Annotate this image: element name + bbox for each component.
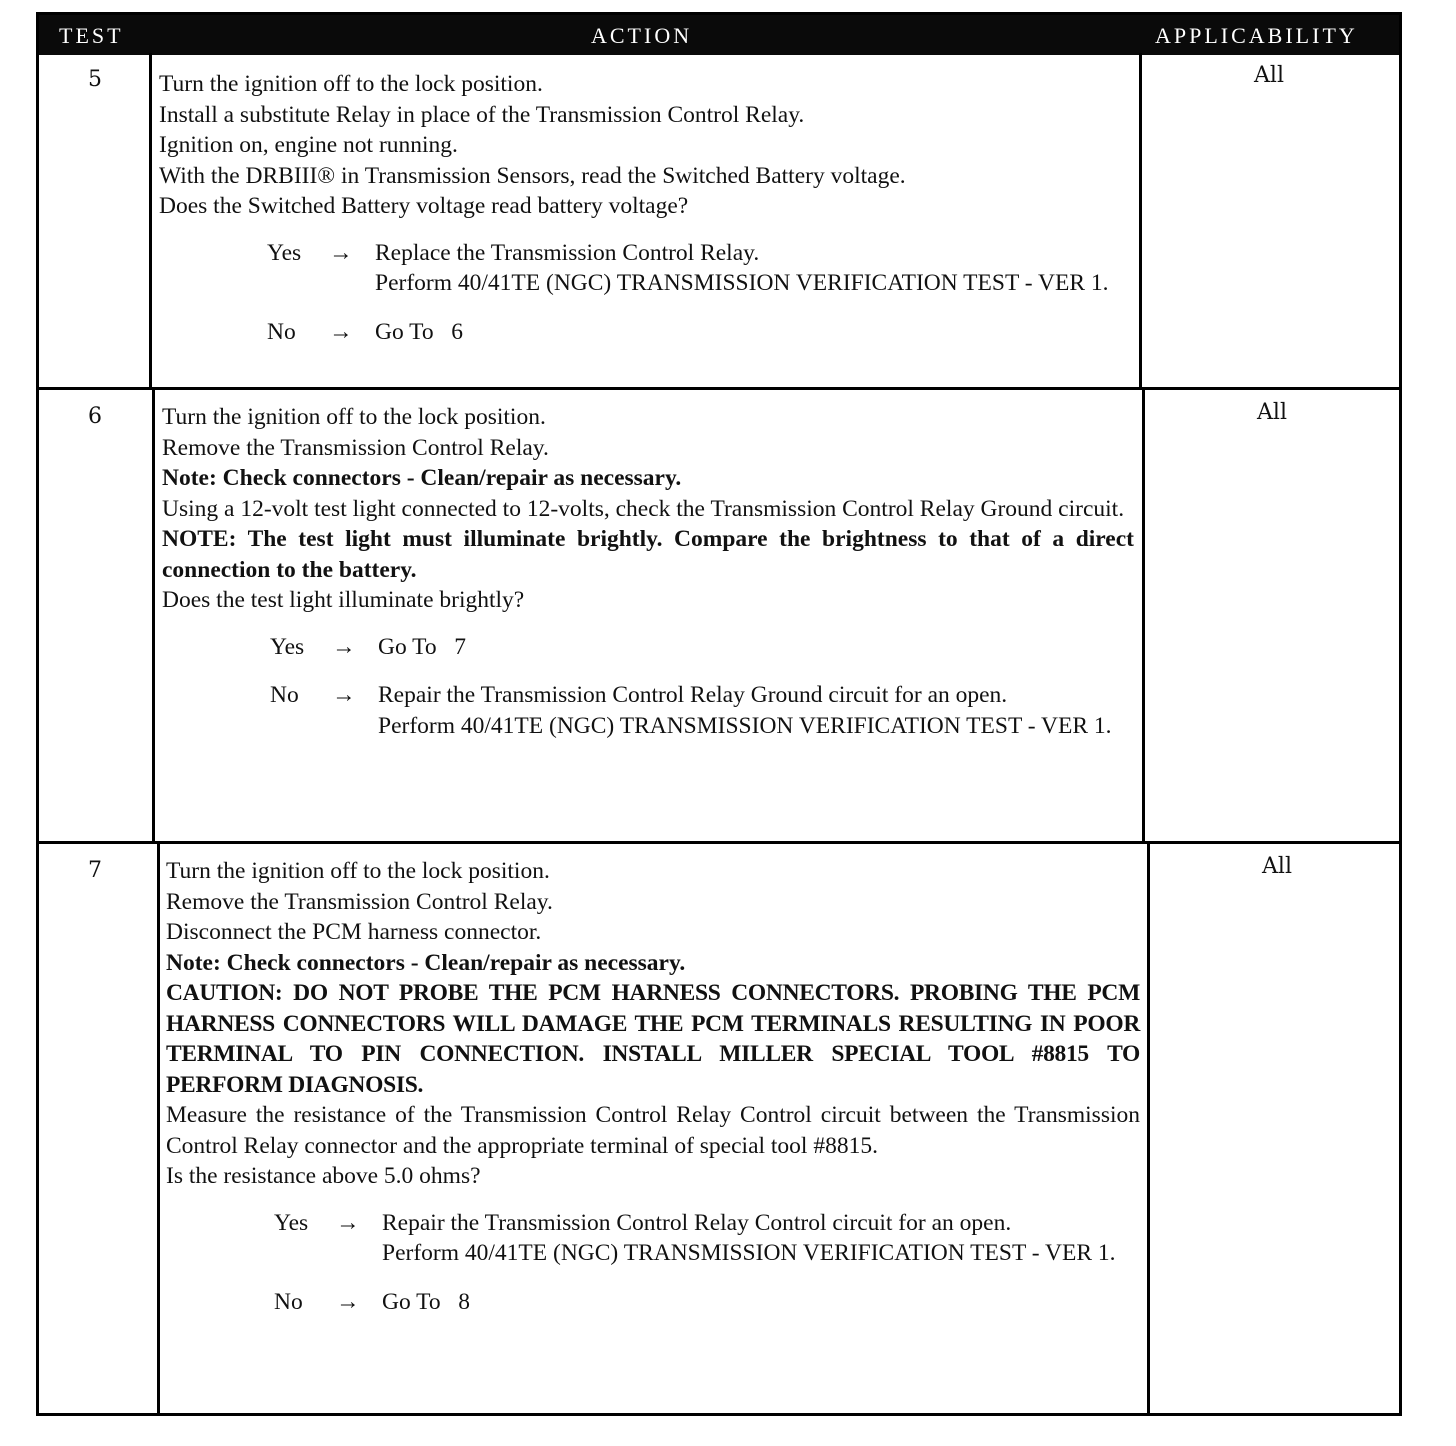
action-line: Remove the Transmission Control Relay. xyxy=(162,434,549,461)
action-line: Does the test light illuminate brightly? xyxy=(162,587,525,613)
response-line: Repair the Transmission Control Relay Ground circuit for an open. xyxy=(378,682,1008,708)
applicability-value: All xyxy=(1254,63,1284,88)
column-divider xyxy=(149,53,152,387)
no-response xyxy=(267,317,1131,348)
action-line: Ignition on, engine not running. xyxy=(159,132,458,158)
note-line: Note: Check connectors - Clean/repair as necessary. xyxy=(166,949,686,976)
action-line: Turn the ignition off to the lock position. xyxy=(159,71,543,97)
column-divider xyxy=(152,390,155,841)
diagnostic-table xyxy=(36,12,1402,1416)
response-line: Perform 40/41TE (NGC) TRANSMISSION VERIFICATION TEST - VER 1. xyxy=(378,712,1112,739)
arrow-icon: → xyxy=(332,682,356,708)
arrow-icon: → xyxy=(336,1209,360,1236)
column-divider xyxy=(1142,390,1145,841)
header-test: TEST xyxy=(59,23,124,48)
caution-text: CAUTION: DO NOT PROBE THE PCM HARNESS CONNECTORS. PROBING THE PCM HARNESS CONNECTORS WILL DAMAGE THE PCM TERMINALS RESULTING IN POOR TERMINAL TO PIN CONNECTION. INSTALL MILLER SPECIAL TOOL #8815 TO PERFORM DIAGNOSIS. xyxy=(166,980,1140,1098)
no-response xyxy=(274,1287,1140,1318)
table-row xyxy=(39,387,1399,841)
yes-response xyxy=(270,632,1134,663)
action-line: Install a substitute Relay in place of the Transmission Control Relay. xyxy=(159,101,805,128)
response-line: Perform 40/41TE (NGC) TRANSMISSION VERIFICATION TEST - VER 1. xyxy=(382,1240,1116,1266)
yes-label: Yes xyxy=(270,633,305,660)
response-block xyxy=(274,1208,1140,1318)
arrow-icon: → xyxy=(329,318,353,345)
yes-label: Yes xyxy=(267,239,302,266)
no-response xyxy=(270,680,1134,741)
action-line: Turn the ignition off to the lock position. xyxy=(166,858,550,884)
applicability-value: All xyxy=(1257,400,1287,425)
action-cell xyxy=(166,856,1140,1317)
table-header xyxy=(39,15,1399,55)
note-line: NOTE: The test light must illuminate brightly. Compare the brightness to that of a direct connection to the battery. xyxy=(162,526,1134,583)
column-divider xyxy=(1139,53,1142,387)
test-number: 7 xyxy=(88,858,102,883)
action-cell xyxy=(162,402,1134,741)
action-line: Remove the Transmission Control Relay. xyxy=(166,888,553,915)
table-row xyxy=(39,53,1399,387)
response-block xyxy=(270,632,1134,742)
no-label: No xyxy=(267,318,296,345)
yes-response xyxy=(274,1208,1140,1269)
arrow-icon: → xyxy=(329,239,353,266)
action-line: Is the resistance above 5.0 ohms? xyxy=(166,1163,481,1189)
response-line: Perform 40/41TE (NGC) TRANSMISSION VERIFICATION TEST - VER 1. xyxy=(375,270,1109,296)
test-number: 6 xyxy=(88,404,102,429)
action-line: Turn the ignition off to the lock position. xyxy=(162,404,546,430)
action-line: Measure the resistance of the Transmission Control Relay Control circuit between the Transmission Control Relay connector and the appropriate terminal of special tool #8815. xyxy=(166,1102,1140,1159)
arrow-icon: → xyxy=(336,1288,360,1315)
response-line: Go To 8 xyxy=(382,1288,471,1315)
response-line: Replace the Transmission Control Relay. xyxy=(375,239,760,266)
column-divider xyxy=(1147,844,1150,1413)
no-label: No xyxy=(274,1288,303,1315)
header-action: ACTION xyxy=(591,23,693,48)
action-line: With the DRBIII® in Transmission Sensors, read the Switched Battery voltage. xyxy=(159,162,906,189)
action-line: Using a 12-volt test light connected to 12-volts, check the Transmission Control Relay Ground circuit. xyxy=(162,495,1125,522)
header-applicability: APPLICABILITY xyxy=(1155,23,1358,48)
action-cell xyxy=(159,69,1131,347)
table-row xyxy=(39,841,1399,1413)
no-label: No xyxy=(270,682,299,708)
yes-response xyxy=(267,238,1131,299)
arrow-icon: → xyxy=(332,633,356,660)
response-line: Repair the Transmission Control Relay Control circuit for an open. xyxy=(382,1209,1012,1236)
response-line: Go To 6 xyxy=(375,318,464,345)
column-divider xyxy=(157,844,160,1413)
note-line: Note: Check connectors - Clean/repair as necessary. xyxy=(162,465,682,491)
action-line: Does the Switched Battery voltage read battery voltage? xyxy=(159,193,689,219)
yes-label: Yes xyxy=(274,1209,309,1236)
test-number: 5 xyxy=(88,67,102,92)
applicability-value: All xyxy=(1262,854,1292,879)
response-line: Go To 7 xyxy=(378,633,467,660)
action-line: Disconnect the PCM harness connector. xyxy=(166,919,542,945)
response-block xyxy=(267,238,1131,348)
